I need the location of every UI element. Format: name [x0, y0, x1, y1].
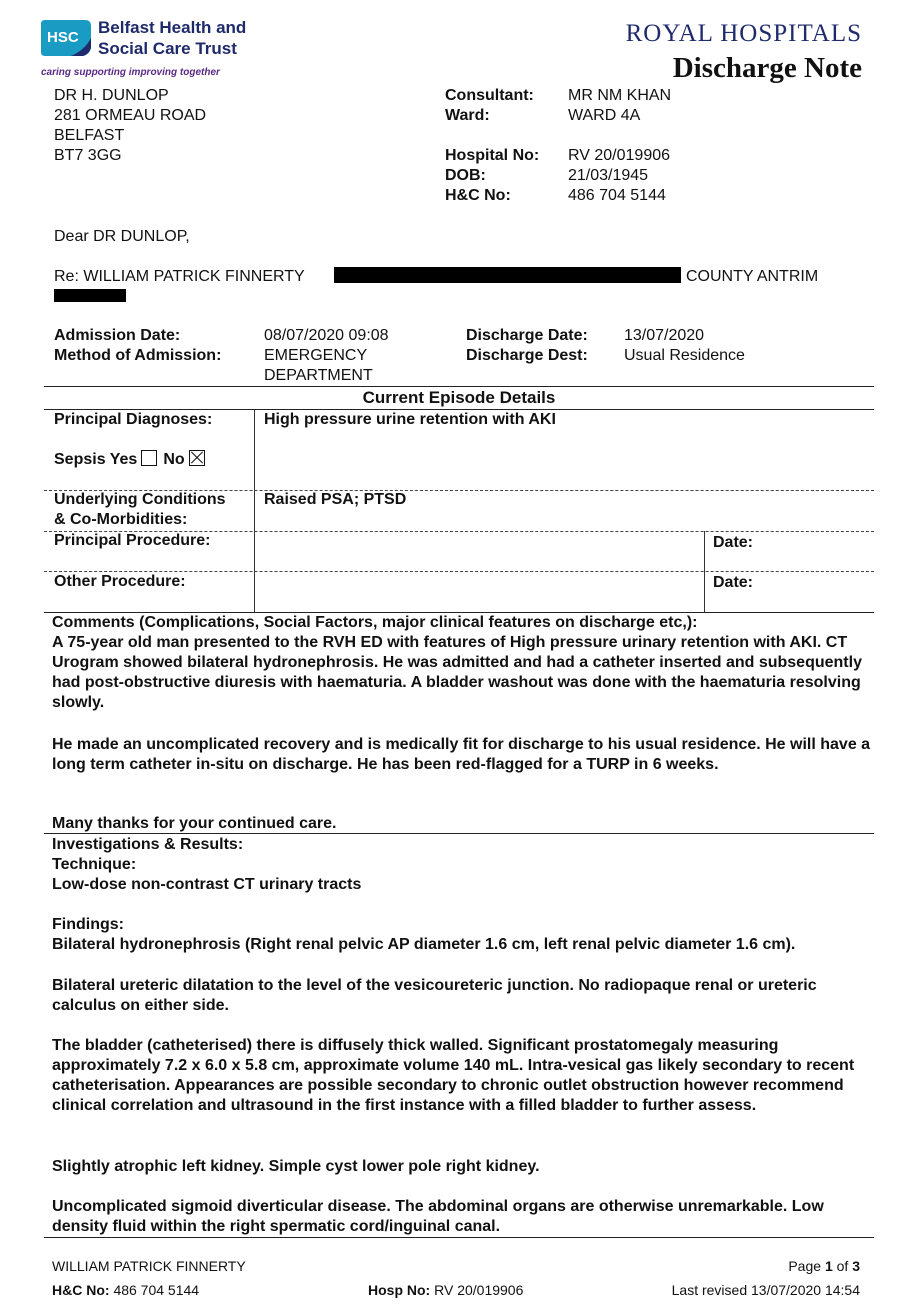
address-line: BT7 3GG — [54, 147, 122, 164]
page-prefix: Page — [788, 1258, 822, 1274]
footer-hc-label: H&C No: — [52, 1282, 110, 1298]
finding-paragraph: Bilateral ureteric dilatation to the level of the vesicoureteric junction. No radiopaque renal or ureteric calculus on either side. — [52, 977, 817, 1014]
page-current: 1 — [824, 1258, 833, 1274]
technique-value: Low-dose non-contrast CT urinary tracts — [52, 876, 362, 893]
method-label: Method of Admission: — [54, 347, 222, 364]
admission-date-label: Admission Date: — [54, 327, 181, 344]
address-line: BELFAST — [54, 127, 125, 144]
redacted-address — [334, 267, 681, 283]
footer-hc-value: 486 704 5144 — [113, 1282, 200, 1298]
hospital-no-label: Hospital No: — [445, 147, 540, 164]
footer-hosp — [368, 1281, 523, 1299]
technique-label: Technique: — [52, 856, 137, 873]
finding-paragraph: The bladder (catheterised) there is diffusely thick walled. Significant prostatomegaly measuring approximately 7.2 x 6.0 x 5.8 cm, approximate volume 140 mL. Intra-vesical gas likely secondary to recent catheterisation. Appearances are possible secondary to chronic outlet obstruction however recommend clinical correlation and ultrasound in the first instance with a filled bladder to further assess. — [52, 1037, 855, 1114]
footer-last-revised: Last revised 13/07/2020 14:54 — [671, 1282, 860, 1298]
finding-paragraph: Bilateral hydronephrosis (Right renal pelvic AP diameter 1.6 cm, left renal pelvic diameter 1.6 cm). — [52, 936, 796, 953]
other-procedure-date-label: Date: — [713, 574, 754, 591]
underlying-label-line2: & Co-Morbidities: — [54, 511, 188, 528]
footer-page-number — [788, 1257, 860, 1275]
footer-hosp-label: Hosp No: — [368, 1282, 431, 1298]
consultant-value: MR NM KHAN — [568, 87, 672, 104]
sepsis-no-label: No — [163, 451, 185, 468]
episode-col-divider — [254, 410, 255, 612]
page-total: 3 — [852, 1258, 860, 1274]
dob-label: DOB: — [445, 167, 486, 184]
episode-title: Current Episode Details — [362, 388, 556, 407]
sepsis-yes-checkbox[interactable] — [141, 450, 157, 466]
address-line: DR H. DUNLOP — [54, 87, 169, 104]
ward-value: WARD 4A — [568, 107, 641, 124]
address-line: 281 ORMEAU ROAD — [54, 107, 207, 124]
comments-bottom-rule — [44, 833, 874, 834]
admission-date-value: 08/07/2020 09:08 — [264, 327, 389, 344]
method-value-line1: EMERGENCY — [264, 347, 368, 364]
sepsis-yes-label: Sepsis Yes — [54, 451, 138, 468]
finding-paragraph: Slightly atrophic left kidney. Simple cyst lower pole right kidney. — [52, 1158, 540, 1175]
discharge-date-label: Discharge Date: — [466, 327, 588, 344]
footer-patient-name: WILLIAM PATRICK FINNERTY — [52, 1258, 246, 1274]
finding-paragraph: Uncomplicated sigmoid diverticular disease. The abdominal organs are otherwise unremarkable. Low density fluid within the right spermatic cord/inguinal canal. — [52, 1198, 824, 1235]
findings-bottom-rule — [44, 1237, 874, 1238]
trust-tagline: caring supporting improving together — [41, 67, 220, 78]
redacted-postcode — [54, 289, 126, 302]
underlying-label-line1: Underlying Conditions — [54, 491, 226, 508]
sepsis-no-checkbox[interactable] — [189, 450, 205, 466]
hospital-no-value: RV 20/019906 — [568, 147, 671, 164]
hospital-name: ROYAL HOSPITALS — [625, 20, 862, 47]
discharge-dest-value: Usual Residence — [624, 347, 745, 364]
re-line-suffix: COUNTY ANTRIM — [686, 268, 819, 285]
investigations-heading: Investigations & Results: — [52, 836, 244, 853]
sepsis-field — [54, 450, 211, 470]
principal-diagnoses-value: High pressure urine retention with AKI — [264, 411, 556, 428]
hsc-logo — [41, 20, 91, 56]
comments-closing: Many thanks for your continued care. — [52, 815, 337, 832]
trust-name-line1: Belfast Health and — [98, 18, 247, 37]
principal-diagnoses-label: Principal Diagnoses: — [54, 411, 213, 428]
discharge-date-value: 13/07/2020 — [624, 327, 705, 344]
principal-procedure-date-label: Date: — [713, 534, 754, 551]
other-procedure-label: Other Procedure: — [54, 573, 186, 590]
gp-address — [54, 86, 206, 166]
footer-hosp-value: RV 20/019906 — [434, 1282, 524, 1298]
comments-paragraph: A 75-year old man presented to the RVH ED with features of High pressure urinary retention with AKI. CT Urogram showed bilateral hydronephrosis. He was admitted and had a catheter inserted and subsequently had post-obstructive diuresis with haematuria. A bladder washout was done with the haematuria resolving slowly. — [52, 634, 862, 711]
ward-label: Ward: — [445, 107, 490, 124]
findings-label: Findings: — [52, 916, 124, 933]
trust-name-line2: Social Care Trust — [98, 39, 237, 58]
document-title: Discharge Note — [672, 52, 862, 84]
footer-hc — [52, 1281, 199, 1299]
discharge-dest-label: Discharge Dest: — [466, 347, 588, 364]
principal-procedure-label: Principal Procedure: — [54, 532, 211, 549]
page-of: of — [836, 1258, 849, 1274]
comments-paragraph: He made an uncomplicated recovery and is medically fit for discharge to his usual residence. He will have a long term catheter in-situ on discharge. He has been red-flagged for a TURP in 6 weeks. — [52, 736, 871, 773]
re-line-prefix: Re: WILLIAM PATRICK FINNERTY — [54, 268, 305, 285]
logo-badge-text: HSC — [47, 29, 79, 46]
hc-no-label: H&C No: — [445, 187, 511, 204]
salutation: Dear DR DUNLOP, — [54, 228, 190, 245]
method-value-line2: DEPARTMENT — [264, 367, 373, 384]
underlying-value: Raised PSA; PTSD — [264, 491, 407, 508]
hc-no-value: 486 704 5144 — [568, 187, 666, 204]
consultant-label: Consultant: — [445, 87, 534, 104]
dob-value: 21/03/1945 — [568, 167, 649, 184]
comments-heading: Comments (Complications, Social Factors, major clinical features on discharge etc,): — [52, 614, 698, 631]
episode-top-rule — [44, 386, 874, 387]
